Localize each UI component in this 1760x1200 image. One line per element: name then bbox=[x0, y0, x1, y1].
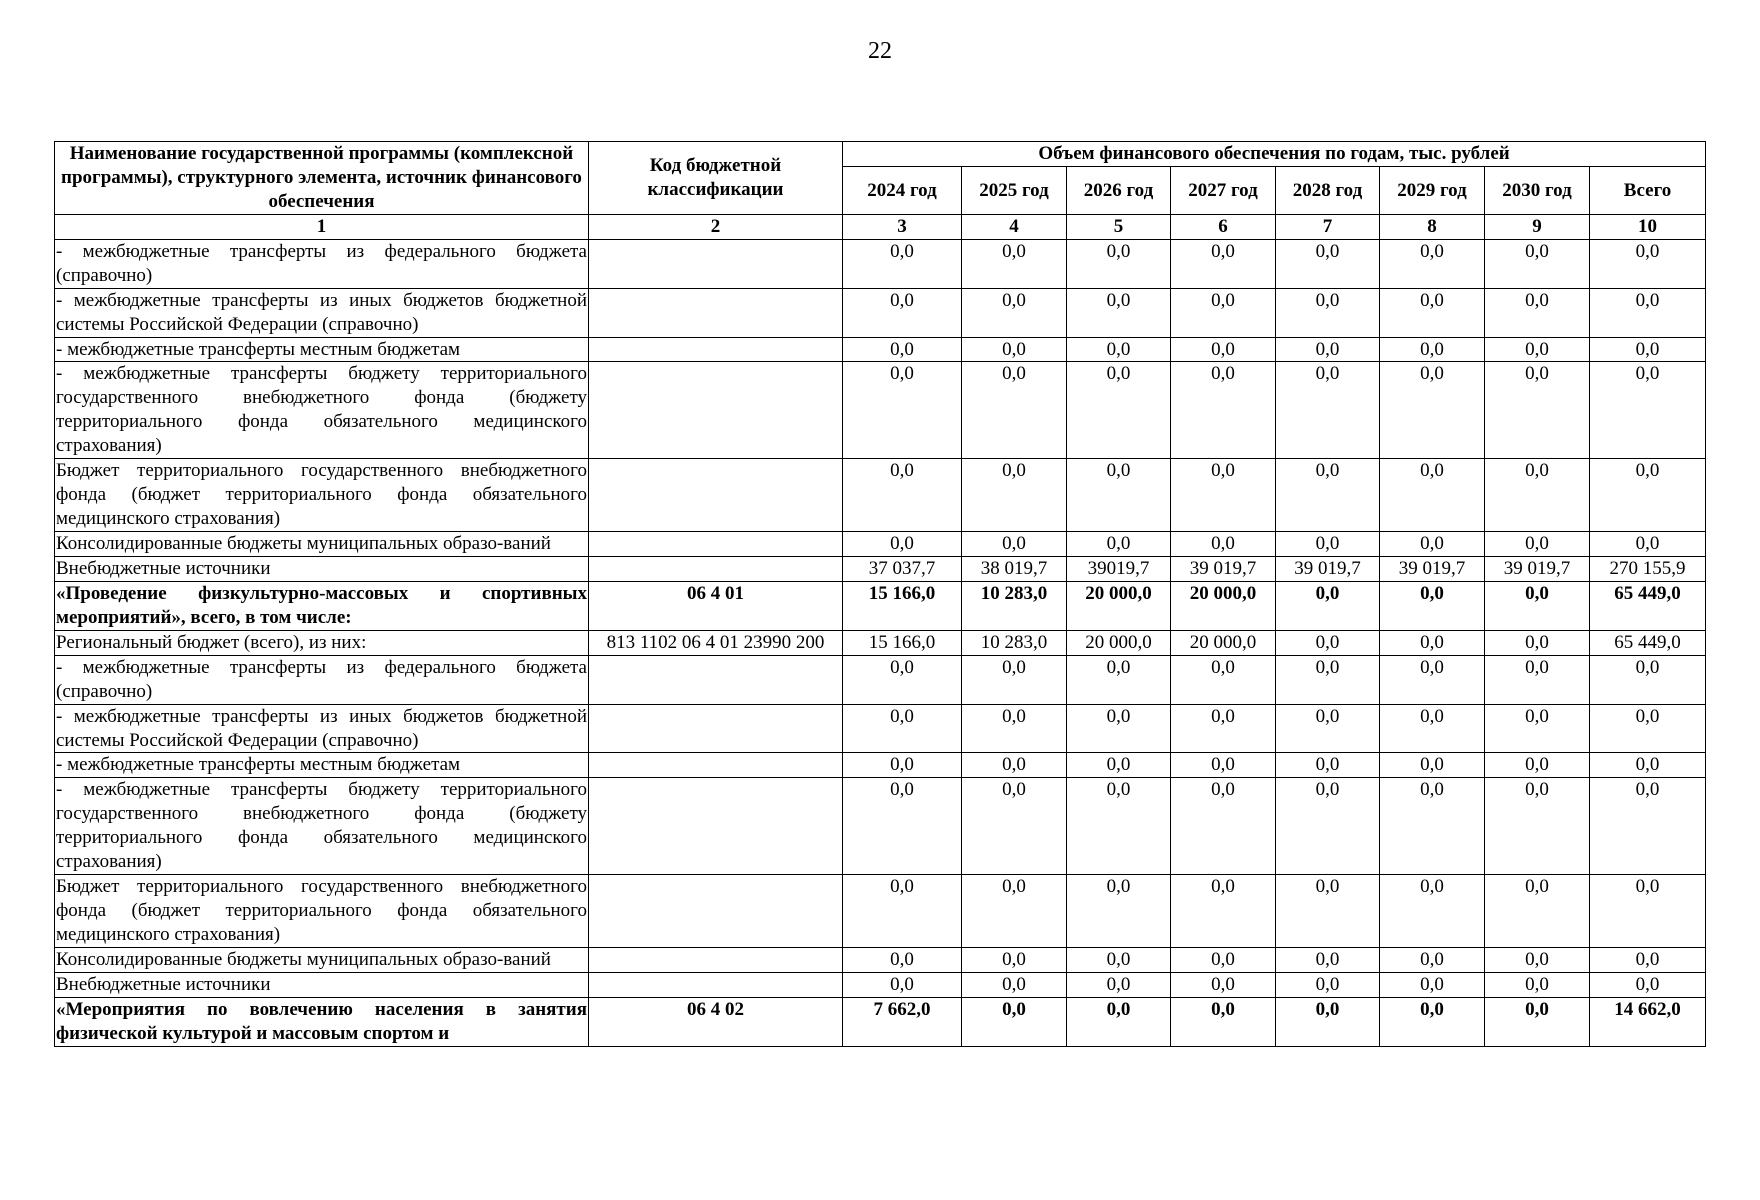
row-year-value: 0,0 bbox=[1276, 753, 1380, 778]
row-code: 06 4 02 bbox=[589, 997, 843, 1046]
row-year-value: 0,0 bbox=[1276, 288, 1380, 337]
row-year-value: 20 000,0 bbox=[1171, 581, 1276, 630]
row-year-value: 0,0 bbox=[1485, 362, 1590, 459]
row-total-value: 0,0 bbox=[1590, 532, 1706, 557]
row-year-value: 0,0 bbox=[962, 362, 1067, 459]
row-name: Бюджет территориального государственного внебюджетного фонда (бюджет территориального фонда обязательного медицинского страхования) bbox=[55, 459, 589, 532]
row-year-value: 39 019,7 bbox=[1485, 556, 1590, 581]
header-year: 2025 год bbox=[962, 167, 1067, 215]
row-year-value: 0,0 bbox=[1067, 704, 1171, 753]
page-number: 22 bbox=[868, 38, 892, 64]
header-year: 2027 год bbox=[1171, 167, 1276, 215]
row-year-value: 0,0 bbox=[1485, 753, 1590, 778]
row-year-value: 0,0 bbox=[843, 875, 962, 948]
row-year-value: 0,0 bbox=[1485, 532, 1590, 557]
row-year-value: 0,0 bbox=[1171, 997, 1276, 1046]
header-year: 2029 год bbox=[1380, 167, 1485, 215]
row-name: - межбюджетные трансферты из иных бюджетов бюджетной системы Российской Федерации (справочно) bbox=[55, 288, 589, 337]
column-number: 1 bbox=[55, 214, 589, 239]
row-year-value: 0,0 bbox=[1171, 239, 1276, 288]
row-year-value: 0,0 bbox=[1380, 288, 1485, 337]
column-numbers-row bbox=[55, 214, 1706, 239]
row-year-value: 0,0 bbox=[1380, 362, 1485, 459]
row-year-value: 0,0 bbox=[1485, 972, 1590, 997]
row-year-value: 0,0 bbox=[962, 288, 1067, 337]
row-year-value: 0,0 bbox=[1485, 337, 1590, 362]
table-row bbox=[55, 630, 1706, 655]
row-code bbox=[589, 753, 843, 778]
column-number: 5 bbox=[1067, 214, 1171, 239]
row-year-value: 0,0 bbox=[1485, 459, 1590, 532]
row-name: - межбюджетные трансферты из федерального бюджета (справочно) bbox=[55, 655, 589, 704]
row-year-value: 0,0 bbox=[843, 459, 962, 532]
row-code bbox=[589, 337, 843, 362]
row-year-value: 0,0 bbox=[843, 778, 962, 875]
row-year-value: 0,0 bbox=[962, 778, 1067, 875]
row-year-value: 0,0 bbox=[1380, 655, 1485, 704]
row-name: - межбюджетные трансферты местным бюджетам bbox=[55, 753, 589, 778]
header-year: 2028 год bbox=[1276, 167, 1380, 215]
row-year-value: 0,0 bbox=[1067, 362, 1171, 459]
row-year-value: 20 000,0 bbox=[1067, 581, 1171, 630]
row-code bbox=[589, 288, 843, 337]
budget-table bbox=[54, 141, 1706, 1047]
row-name: «Мероприятия по вовлечению населения в занятия физической культурой и массовым спортом и bbox=[55, 997, 589, 1046]
row-year-value: 39019,7 bbox=[1067, 556, 1171, 581]
row-year-value: 0,0 bbox=[1485, 655, 1590, 704]
row-year-value: 0,0 bbox=[962, 459, 1067, 532]
table-row bbox=[55, 532, 1706, 557]
row-year-value: 0,0 bbox=[1067, 875, 1171, 948]
header-name-column: Наименование государственной программы (комплексной программы), структурного элемента, источник финансового обеспечения bbox=[55, 142, 589, 215]
row-year-value: 0,0 bbox=[1276, 947, 1380, 972]
row-year-value: 0,0 bbox=[1067, 997, 1171, 1046]
row-year-value: 0,0 bbox=[1067, 947, 1171, 972]
row-year-value: 0,0 bbox=[962, 947, 1067, 972]
row-year-value: 0,0 bbox=[1276, 459, 1380, 532]
row-year-value: 0,0 bbox=[1380, 630, 1485, 655]
row-year-value: 0,0 bbox=[1276, 997, 1380, 1046]
row-year-value: 0,0 bbox=[962, 875, 1067, 948]
row-year-value: 0,0 bbox=[962, 239, 1067, 288]
row-year-value: 0,0 bbox=[1276, 655, 1380, 704]
row-total-value: 0,0 bbox=[1590, 947, 1706, 972]
row-name: Консолидированные бюджеты муниципальных образо-ваний bbox=[55, 947, 589, 972]
row-year-value: 37 037,7 bbox=[843, 556, 962, 581]
row-year-value: 38 019,7 bbox=[962, 556, 1067, 581]
row-code bbox=[589, 655, 843, 704]
row-year-value: 0,0 bbox=[843, 972, 962, 997]
row-year-value: 20 000,0 bbox=[1171, 630, 1276, 655]
row-code bbox=[589, 972, 843, 997]
table-row bbox=[55, 581, 1706, 630]
table-row bbox=[55, 655, 1706, 704]
row-name: Консолидированные бюджеты муниципальных образо-ваний bbox=[55, 532, 589, 557]
header-code-column: Код бюджетной классификации bbox=[589, 142, 843, 215]
row-year-value: 0,0 bbox=[843, 362, 962, 459]
row-year-value: 0,0 bbox=[1380, 753, 1485, 778]
row-year-value: 0,0 bbox=[1380, 337, 1485, 362]
row-total-value: 0,0 bbox=[1590, 239, 1706, 288]
row-total-value: 0,0 bbox=[1590, 875, 1706, 948]
row-year-value: 10 283,0 bbox=[962, 630, 1067, 655]
row-name: «Проведение физкультурно-массовых и спортивных мероприятий», всего, в том числе: bbox=[55, 581, 589, 630]
row-year-value: 0,0 bbox=[1380, 581, 1485, 630]
row-year-value: 0,0 bbox=[1485, 778, 1590, 875]
row-year-value: 0,0 bbox=[1380, 704, 1485, 753]
row-year-value: 0,0 bbox=[1485, 875, 1590, 948]
row-code bbox=[589, 556, 843, 581]
row-code bbox=[589, 947, 843, 972]
column-number: 2 bbox=[589, 214, 843, 239]
row-year-value: 0,0 bbox=[1067, 459, 1171, 532]
row-year-value: 0,0 bbox=[962, 655, 1067, 704]
row-code bbox=[589, 362, 843, 459]
row-total-value: 65 449,0 bbox=[1590, 581, 1706, 630]
row-year-value: 0,0 bbox=[1380, 459, 1485, 532]
row-year-value: 0,0 bbox=[962, 532, 1067, 557]
row-year-value: 0,0 bbox=[1276, 362, 1380, 459]
column-number: 9 bbox=[1485, 214, 1590, 239]
row-year-value: 15 166,0 bbox=[843, 630, 962, 655]
row-year-value: 0,0 bbox=[1276, 778, 1380, 875]
row-year-value: 0,0 bbox=[1485, 997, 1590, 1046]
row-year-value: 0,0 bbox=[962, 972, 1067, 997]
row-name: - межбюджетные трансферты местным бюджетам bbox=[55, 337, 589, 362]
table-row bbox=[55, 459, 1706, 532]
row-year-value: 0,0 bbox=[1380, 997, 1485, 1046]
header-volume: Объем финансового обеспечения по годам, тыс. рублей bbox=[843, 142, 1706, 167]
row-name: - межбюджетные трансферты бюджету территориального государственного внебюджетного фонда (бюджету территориального фонда обязательного медицинского страхования) bbox=[55, 778, 589, 875]
table-body bbox=[55, 239, 1706, 1046]
row-year-value: 0,0 bbox=[1171, 972, 1276, 997]
row-year-value: 0,0 bbox=[1067, 753, 1171, 778]
table-row bbox=[55, 362, 1706, 459]
row-year-value: 0,0 bbox=[962, 704, 1067, 753]
row-year-value: 0,0 bbox=[1485, 239, 1590, 288]
column-number: 10 bbox=[1590, 214, 1706, 239]
header-year: 2030 год bbox=[1485, 167, 1590, 215]
row-year-value: 0,0 bbox=[1485, 704, 1590, 753]
row-total-value: 0,0 bbox=[1590, 288, 1706, 337]
row-year-value: 0,0 bbox=[843, 753, 962, 778]
row-year-value: 0,0 bbox=[843, 947, 962, 972]
header-row-1 bbox=[55, 142, 1706, 167]
row-year-value: 39 019,7 bbox=[1276, 556, 1380, 581]
column-number: 3 bbox=[843, 214, 962, 239]
table-row bbox=[55, 704, 1706, 753]
row-total-value: 0,0 bbox=[1590, 362, 1706, 459]
table-row bbox=[55, 997, 1706, 1046]
row-year-value: 0,0 bbox=[843, 704, 962, 753]
row-year-value: 0,0 bbox=[843, 655, 962, 704]
row-year-value: 0,0 bbox=[1171, 875, 1276, 948]
table-row bbox=[55, 778, 1706, 875]
column-number: 8 bbox=[1380, 214, 1485, 239]
row-year-value: 0,0 bbox=[843, 532, 962, 557]
row-year-value: 0,0 bbox=[1171, 362, 1276, 459]
row-total-value: 270 155,9 bbox=[1590, 556, 1706, 581]
row-year-value: 0,0 bbox=[1276, 875, 1380, 948]
row-year-value: 10 283,0 bbox=[962, 581, 1067, 630]
row-code bbox=[589, 459, 843, 532]
row-name: Внебюджетные источники bbox=[55, 972, 589, 997]
table-row bbox=[55, 972, 1706, 997]
header-year: 2024 год bbox=[843, 167, 962, 215]
table-row bbox=[55, 753, 1706, 778]
row-year-value: 0,0 bbox=[1067, 337, 1171, 362]
table-row bbox=[55, 875, 1706, 948]
row-total-value: 0,0 bbox=[1590, 704, 1706, 753]
column-number: 6 bbox=[1171, 214, 1276, 239]
row-code bbox=[589, 704, 843, 753]
row-year-value: 0,0 bbox=[1276, 239, 1380, 288]
row-year-value: 39 019,7 bbox=[1171, 556, 1276, 581]
row-year-value: 0,0 bbox=[1485, 630, 1590, 655]
row-year-value: 0,0 bbox=[1276, 972, 1380, 997]
row-total-value: 0,0 bbox=[1590, 337, 1706, 362]
row-total-value: 0,0 bbox=[1590, 778, 1706, 875]
row-name: - межбюджетные трансферты бюджету территориального государственного внебюджетного фонда (бюджету территориального фонда обязательного медицинского страхования) bbox=[55, 362, 589, 459]
table-row bbox=[55, 239, 1706, 288]
row-year-value: 0,0 bbox=[1485, 581, 1590, 630]
row-year-value: 0,0 bbox=[1276, 337, 1380, 362]
row-year-value: 0,0 bbox=[1171, 288, 1276, 337]
row-year-value: 0,0 bbox=[962, 753, 1067, 778]
row-year-value: 0,0 bbox=[1067, 288, 1171, 337]
row-year-value: 0,0 bbox=[1485, 947, 1590, 972]
row-year-value: 0,0 bbox=[1485, 288, 1590, 337]
row-name: - межбюджетные трансферты из иных бюджетов бюджетной системы Российской Федерации (справочно) bbox=[55, 704, 589, 753]
table-row bbox=[55, 337, 1706, 362]
row-year-value: 0,0 bbox=[1171, 704, 1276, 753]
row-code: 813 1102 06 4 01 23990 200 bbox=[589, 630, 843, 655]
row-total-value: 0,0 bbox=[1590, 972, 1706, 997]
row-total-value: 0,0 bbox=[1590, 655, 1706, 704]
row-year-value: 0,0 bbox=[1380, 239, 1485, 288]
row-total-value: 0,0 bbox=[1590, 459, 1706, 532]
row-total-value: 65 449,0 bbox=[1590, 630, 1706, 655]
row-code bbox=[589, 778, 843, 875]
row-name: Региональный бюджет (всего), из них: bbox=[55, 630, 589, 655]
row-name: Внебюджетные источники bbox=[55, 556, 589, 581]
row-code: 06 4 01 bbox=[589, 581, 843, 630]
row-year-value: 0,0 bbox=[962, 337, 1067, 362]
row-year-value: 0,0 bbox=[1171, 532, 1276, 557]
row-total-value: 14 662,0 bbox=[1590, 997, 1706, 1046]
row-year-value: 0,0 bbox=[1171, 778, 1276, 875]
row-year-value: 0,0 bbox=[1380, 875, 1485, 948]
row-year-value: 0,0 bbox=[1276, 630, 1380, 655]
row-year-value: 7 662,0 bbox=[843, 997, 962, 1046]
row-year-value: 0,0 bbox=[1380, 778, 1485, 875]
row-year-value: 0,0 bbox=[1276, 581, 1380, 630]
row-year-value: 0,0 bbox=[1067, 239, 1171, 288]
row-year-value: 0,0 bbox=[1171, 655, 1276, 704]
table-row bbox=[55, 556, 1706, 581]
row-year-value: 0,0 bbox=[1380, 972, 1485, 997]
row-year-value: 0,0 bbox=[1380, 532, 1485, 557]
row-year-value: 0,0 bbox=[1171, 459, 1276, 532]
row-year-value: 0,0 bbox=[1171, 947, 1276, 972]
row-year-value: 0,0 bbox=[843, 288, 962, 337]
row-code bbox=[589, 532, 843, 557]
header-total: Всего bbox=[1590, 167, 1706, 215]
row-year-value: 0,0 bbox=[1067, 972, 1171, 997]
row-year-value: 20 000,0 bbox=[1067, 630, 1171, 655]
row-year-value: 0,0 bbox=[1276, 704, 1380, 753]
table-row bbox=[55, 947, 1706, 972]
row-year-value: 0,0 bbox=[1276, 532, 1380, 557]
table-row bbox=[55, 288, 1706, 337]
row-year-value: 39 019,7 bbox=[1380, 556, 1485, 581]
row-year-value: 0,0 bbox=[843, 337, 962, 362]
row-year-value: 0,0 bbox=[1380, 947, 1485, 972]
row-year-value: 15 166,0 bbox=[843, 581, 962, 630]
row-year-value: 0,0 bbox=[1067, 655, 1171, 704]
row-code bbox=[589, 239, 843, 288]
row-name: Бюджет территориального государственного внебюджетного фонда (бюджет территориального фонда обязательного медицинского страхования) bbox=[55, 875, 589, 948]
row-year-value: 0,0 bbox=[1171, 753, 1276, 778]
row-year-value: 0,0 bbox=[1067, 778, 1171, 875]
row-name: - межбюджетные трансферты из федерального бюджета (справочно) bbox=[55, 239, 589, 288]
row-year-value: 0,0 bbox=[1067, 532, 1171, 557]
column-number: 7 bbox=[1276, 214, 1380, 239]
row-year-value: 0,0 bbox=[1171, 337, 1276, 362]
row-total-value: 0,0 bbox=[1590, 753, 1706, 778]
row-code bbox=[589, 875, 843, 948]
row-year-value: 0,0 bbox=[843, 239, 962, 288]
header-year: 2026 год bbox=[1067, 167, 1171, 215]
column-number: 4 bbox=[962, 214, 1067, 239]
row-year-value: 0,0 bbox=[962, 997, 1067, 1046]
